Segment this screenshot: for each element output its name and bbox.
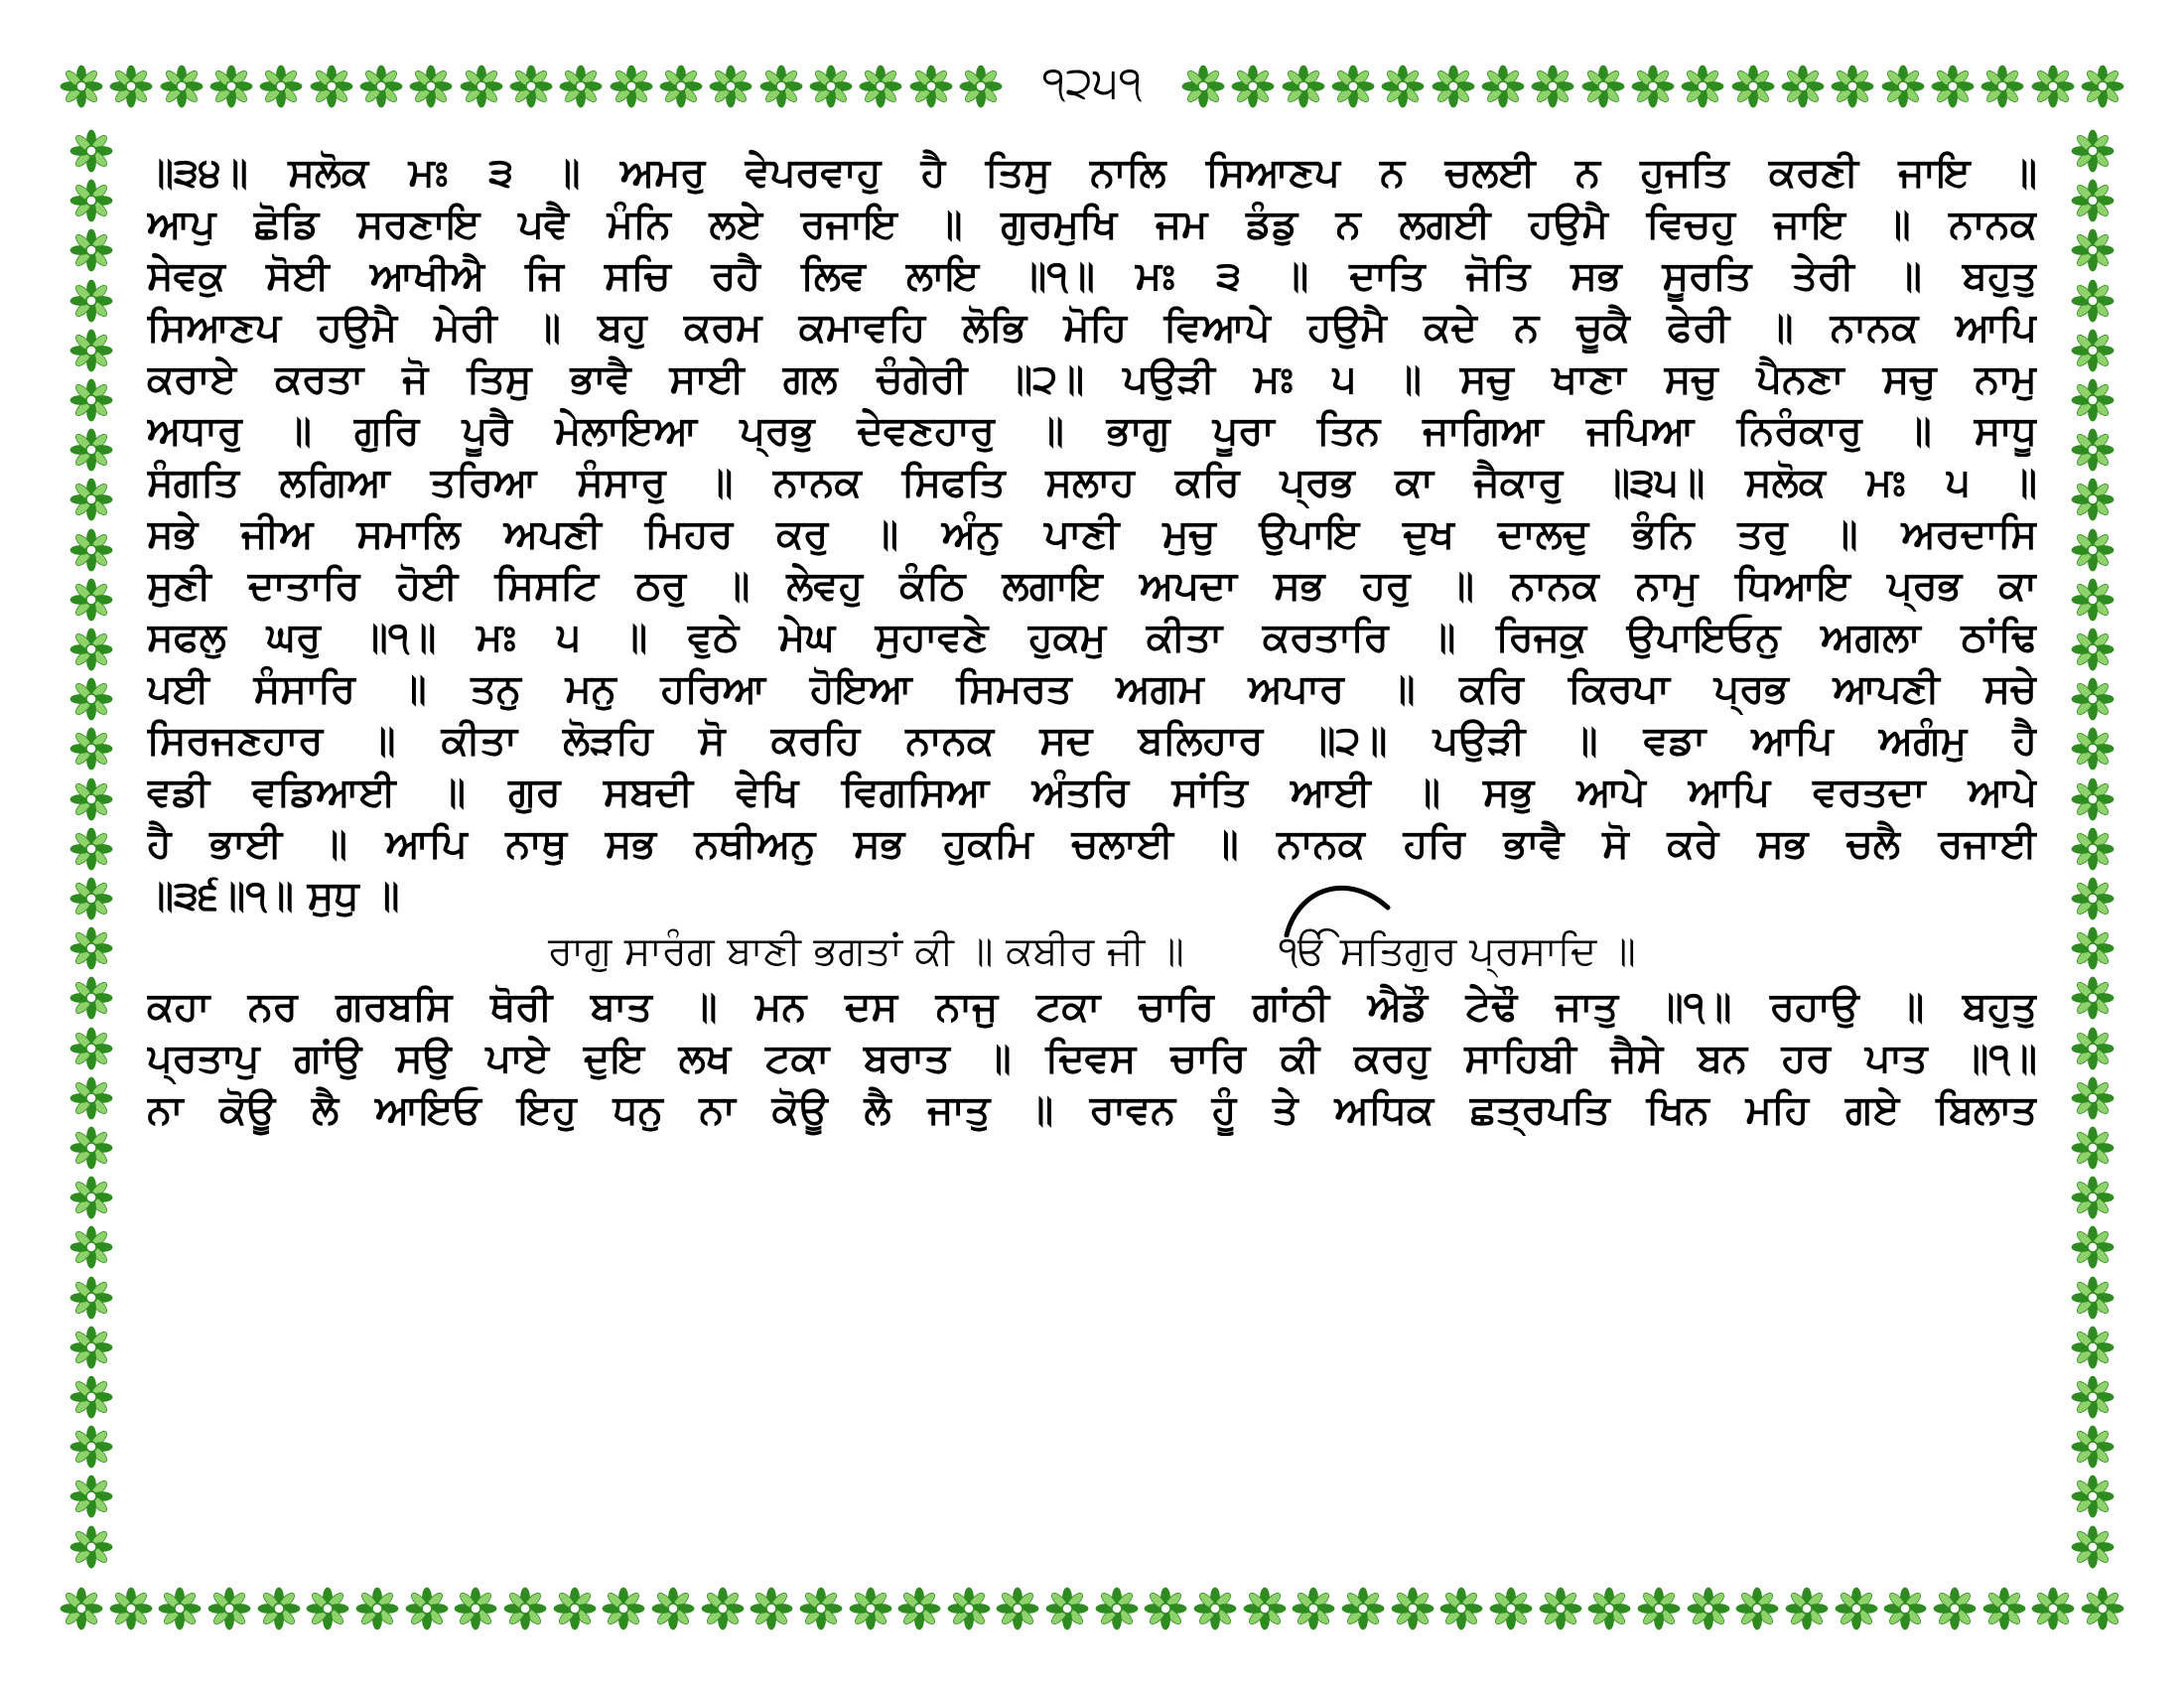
page-number: ੧੨੫੧ [1041, 58, 1143, 108]
border-flower-icon [69, 827, 113, 871]
border-flower-icon [1193, 1587, 1237, 1630]
border-flower-icon [659, 65, 703, 108]
text-line: ਵਡੀ ਵਡਿਆਈ ॥ ਗੁਰ ਸਬਦੀ ਵੇਖਿ ਵਿਗਸਿਆ ਅੰਤਰਿ ਸਾਂਤਿ ਆਈ ॥ ਸਭੁ ਆਪੇ ਆਪਿ ਵਰਤਦਾ ਆਪੇ [147, 770, 2037, 815]
border-flower-icon [2071, 329, 2115, 372]
border-top-right [1181, 55, 2124, 118]
border-flower-icon [503, 1587, 547, 1630]
border-flower-icon [69, 1276, 113, 1320]
text-line: ਸਿਆਣਪ ਹਉਮੈ ਮੇਰੀ ॥ ਬਹੁ ਕਰਮ ਕਮਾਵਹਿ ਲੋਭਿ ਮੋਹਿ ਵਿਆਪੇ ਹਉਮੈ ਕਦੇ ਨ ਚੂਕੈ ਫੇਰੀ ॥ ਨਾਨਕ ਆਪਿ [147, 305, 2037, 351]
shabad-heading [147, 921, 2037, 981]
border-flower-icon [947, 1587, 991, 1630]
border-flower-icon [310, 65, 353, 108]
border-flower-icon [1681, 65, 1724, 108]
border-flower-icon [1631, 65, 1675, 108]
border-flower-icon [69, 1375, 113, 1419]
border-flower-icon [454, 1587, 497, 1630]
border-flower-icon [69, 478, 113, 521]
border-flower-icon [1095, 1587, 1139, 1630]
border-flower-icon [1581, 65, 1625, 108]
border-flower-icon [2071, 528, 2115, 572]
border-flower-icon [69, 179, 113, 222]
border-flower-icon [69, 727, 113, 771]
border-flower-icon [709, 65, 752, 108]
border-flower-icon [1045, 1587, 1089, 1630]
border-flower-icon [209, 65, 253, 108]
border-flower-icon [559, 65, 603, 108]
border-top-left [60, 55, 1003, 118]
text-line: ਸੇਵਕੁ ਸੋਈ ਆਖੀਐ ਜਿ ਸਚਿ ਰਹੈ ਲਿਵ ਲਾਇ ॥੧॥ ਮਃ ੩ ॥ ਦਾਤਿ ਜੋਤਿ ਸਭ ਸੂਰਤਿ ਤੇਰੀ ॥ ਬਹੁਤੁ [147, 253, 2037, 299]
border-flower-icon [259, 65, 303, 108]
text-line-section-end: ॥੩੬॥੧॥ ਸੁਧੁ ॥ [147, 873, 400, 918]
border-flower-icon [109, 65, 153, 108]
border-flower-icon [69, 677, 113, 721]
text-line: ਸੰਗਤਿ ਲਗਿਆ ਤਰਿਆ ਸੰਸਾਰੁ ॥ ਨਾਨਕ ਸਿਫਤਿ ਸਲਾਹ ਕਰਿ ਪ੍ਰਭ ਕਾ ਜੈਕਾਰੁ ॥੩੫॥ ਸਲੋਕ ਮਃ ੫ ॥ [147, 460, 2037, 505]
border-flower-icon [1331, 65, 1375, 108]
border-flower-icon [69, 628, 113, 671]
border-flower-icon [1781, 65, 1825, 108]
border-flower-icon [1341, 1587, 1385, 1630]
text-line: ਸਭੇ ਜੀਅ ਸਮਾਲਿ ਅਪਣੀ ਮਿਹਰ ਕਰੁ ॥ ਅੰਨੁ ਪਾਣੀ ਮੁਚੁ ਉਪਾਇ ਦੁਖ ਦਾਲਦੁ ਭੰਨਿ ਤਰੁ ॥ ਅਰਦਾਸਿ [147, 511, 2037, 557]
border-flower-icon [2071, 1475, 2115, 1518]
border-flower-icon [1587, 1587, 1631, 1630]
border-flower-icon [1481, 65, 1525, 108]
text-line: ॥੩੪॥ ਸਲੋਕ ਮਃ ੩ ॥ ਅਮਰੁ ਵੇਪਰਵਾਹੁ ਹੈ ਤਿਸੁ ਨਾਲਿ ਸਿਆਣਪ ਨ ਚਲਈ ਨ ਹੁਜਤਿ ਕਰਣੀ ਜਾਇ ॥ [147, 150, 2037, 196]
border-flower-icon [409, 65, 453, 108]
border-flower-icon [69, 1326, 113, 1369]
text-line: ਅਧਾਰੁ ॥ ਗੁਰਿ ਪੂਰੈ ਮੇਲਾਇਆ ਪ੍ਰਭੁ ਦੇਵਣਹਾਰੁ ॥ ਭਾਗੁ ਪੂਰਾ ਤਿਨ ਜਾਗਿਆ ਜਪਿਆ ਨਿਰੰਕਾਰੁ ॥ ਸਾਧੂ [147, 408, 2037, 454]
border-flower-icon [1243, 1587, 1287, 1630]
heading-title: ਰਾਗੁ ਸਾਰੰਗ ਬਾਣੀ ਭਗਤਾਂ ਕੀ ॥ ਕਬੀਰ ਜੀ ॥ [548, 928, 1184, 974]
border-flower-icon [2071, 628, 2115, 671]
border-flower-icon [651, 1587, 695, 1630]
border-bottom [60, 1577, 2124, 1640]
text-line: ਨਾ ਕੋਊ ਲੈ ਆਇਓ ਇਹੁ ਧਨੁ ਨਾ ਕੋਊ ਲੈ ਜਾਤੁ ॥ ਰਾਵਨ ਹੂੰ ਤੇ ਅਧਿਕ ਛਤ੍ਰਪਤਿ ਖਿਨ ਮਹਿ ਗਏ ਬਿਲਾਤ [147, 1087, 2037, 1133]
border-flower-icon [2071, 1176, 2115, 1219]
border-flower-icon [69, 1076, 113, 1120]
border-flower-icon [1881, 65, 1925, 108]
border-flower-icon [355, 1587, 399, 1630]
border-flower-icon [799, 1587, 843, 1630]
heading-invocation-wrap [1279, 921, 1636, 981]
border-flower-icon [69, 329, 113, 372]
text-line: ਪ੍ਰਤਾਪੁ ਗਾਂਉ ਸਉ ਪਾਏ ਦੁਇ ਲਖ ਟਕਾ ਬਰਾਤ ॥ ਦਿਵਸ ਚਾਰਿ ਕੀ ਕਰਹੁ ਸਾਹਿਬੀ ਜੈਸੇ ਬਨ ਹਰ ਪਾਤ ॥੧॥ [147, 1036, 2037, 1081]
border-flower-icon [1731, 65, 1775, 108]
border-flower-icon [2071, 777, 2115, 821]
border-flower-icon [2071, 677, 2115, 721]
border-flower-icon [1282, 65, 1325, 108]
text-line: ਹੈ ਭਾਈ ॥ ਆਪਿ ਨਾਥੁ ਸਭ ਨਥੀਅਨੁ ਸਭ ਹੁਕਮਿ ਚਲਾਈ ॥ ਨਾਨਕ ਹਰਿ ਭਾਵੈ ਸੋ ਕਰੇ ਸਭ ਚਲੈ ਰਜਾਈ [147, 821, 2037, 867]
border-flower-icon [257, 1587, 301, 1630]
border-flower-icon [809, 65, 853, 108]
border-flower-icon [610, 65, 653, 108]
heading-invocation: ੴ ਸਤਿਗੁਰ ਪ੍ਰਸਾਦਿ ॥ [1279, 928, 1636, 974]
border-flower-icon [1292, 1587, 1335, 1630]
border-flower-icon [897, 1587, 941, 1630]
border-flower-icon [996, 1587, 1039, 1630]
border-flower-icon [69, 1027, 113, 1070]
border-flower-icon [2081, 65, 2124, 108]
border-flower-icon [69, 1176, 113, 1219]
border-flower-icon [959, 65, 1003, 108]
border-flower-icon [60, 65, 103, 108]
border-flower-icon [2071, 926, 2115, 970]
border-flower-icon [69, 228, 113, 272]
text-line: ਸੁਣੀ ਦਾਤਾਰਿ ਹੋਈ ਸਿਸਟਿ ਠਰੁ ॥ ਲੇਵਹੁ ਕੰਠਿ ਲਗਾਇ ਅਪਦਾ ਸਭ ਹਰੁ ॥ ਨਾਨਕ ਨਾਮੁ ਧਿਆਇ ਪ੍ਰਭ ਕਾ [147, 563, 2037, 609]
border-flower-icon [2071, 228, 2115, 272]
border-flower-icon [1637, 1587, 1681, 1630]
border-flower-icon [1381, 65, 1425, 108]
border-flower-icon [1181, 65, 1225, 108]
border-flower-icon [69, 877, 113, 920]
border-flower-icon [1489, 1587, 1533, 1630]
border-flower-icon [1539, 1587, 1582, 1630]
border-flower-icon [2071, 279, 2115, 323]
border-right [2061, 129, 2124, 1569]
border-flower-icon [1391, 1587, 1434, 1630]
scripture-text-block [147, 147, 2037, 1567]
border-flower-icon [1432, 65, 1475, 108]
border-flower-icon [109, 1587, 153, 1630]
border-flower-icon [909, 65, 953, 108]
border-flower-icon [2071, 378, 2115, 422]
border-flower-icon [2071, 1425, 2115, 1469]
border-flower-icon [69, 528, 113, 572]
border-flower-icon [69, 976, 113, 1020]
border-flower-icon [2071, 129, 2115, 173]
border-flower-icon [1735, 1587, 1779, 1630]
border-flower-icon [69, 578, 113, 622]
border-flower-icon [849, 1587, 892, 1630]
border-flower-icon [2071, 179, 2115, 222]
border-flower-icon [2071, 1525, 2115, 1569]
border-flower-icon [2071, 1276, 2115, 1320]
border-flower-icon [701, 1587, 745, 1630]
border-flower-icon [759, 65, 803, 108]
ik-onkar-arc-icon [1279, 878, 1408, 937]
border-flower-icon [158, 1587, 202, 1630]
border-flower-icon [602, 1587, 645, 1630]
border-flower-icon [69, 777, 113, 821]
border-flower-icon [69, 279, 113, 323]
border-flower-icon [69, 129, 113, 173]
text-line: ਸਫਲੁ ਘਰੁ ॥੧॥ ਮਃ ੫ ॥ ਵੁਠੇ ਮੇਘ ਸੁਹਾਵਣੇ ਹੁਕਮੁ ਕੀਤਾ ਕਰਤਾਰਿ ॥ ਰਿਜਕੁ ਉਪਾਇਓਨੁ ਅਗਲਾ ਠਾਂਢਿ [147, 615, 2037, 660]
border-flower-icon [2031, 65, 2075, 108]
border-flower-icon [69, 926, 113, 970]
border-flower-icon [69, 1525, 113, 1569]
border-flower-icon [359, 65, 403, 108]
border-flower-icon [2071, 877, 2115, 920]
border-flower-icon [60, 1587, 103, 1630]
border-flower-icon [2071, 1225, 2115, 1269]
text-line: ਕਰਾਏ ਕਰਤਾ ਜੋ ਤਿਸੁ ਭਾਵੈ ਸਾਈ ਗਲ ਚੰਗੇਰੀ ॥੨॥ ਪਉੜੀ ਮਃ ੫ ॥ ਸਚੁ ਖਾਣਾ ਸਚੁ ਪੈਨਣਾ ਸਚੁ ਨਾਮੁ [147, 356, 2037, 402]
border-flower-icon [1531, 65, 1574, 108]
border-flower-icon [2071, 827, 2115, 871]
border-flower-icon [2071, 727, 2115, 771]
border-left [60, 129, 123, 1569]
border-flower-icon [2071, 428, 2115, 472]
border-flower-icon [207, 1587, 251, 1630]
border-flower-icon [1982, 1587, 2026, 1630]
border-flower-icon [750, 1587, 793, 1630]
text-line: ਸਿਰਜਣਹਾਰ ॥ ਕੀਤਾ ਲੋੜਹਿ ਸੋ ਕਰਹਿ ਨਾਨਕ ਸਦ ਬਲਿਹਾਰ ॥੨॥ ਪਉੜੀ ॥ ਵਡਾ ਆਪਿ ਅਗੰਮੁ ਹੈ [147, 718, 2037, 764]
border-flower-icon [2071, 1126, 2115, 1170]
border-flower-icon [2081, 1587, 2124, 1630]
border-flower-icon [2071, 578, 2115, 622]
border-flower-icon [1980, 65, 2024, 108]
text-line: ਆਪੁ ਛੋਡਿ ਸਰਣਾਇ ਪਵੈ ਮੰਨਿ ਲਏ ਰਜਾਇ ॥ ਗੁਰਮੁਖਿ ਜਮ ਡੰਡੁ ਨ ਲਗਈ ਹਉਮੈ ਵਿਚਹੁ ਜਾਇ ॥ ਨਾਨਕ [147, 202, 2037, 247]
border-flower-icon [69, 428, 113, 472]
border-flower-icon [553, 1587, 597, 1630]
border-flower-icon [69, 1475, 113, 1518]
border-flower-icon [1785, 1587, 1829, 1630]
border-flower-icon [306, 1587, 349, 1630]
border-flower-icon [2071, 976, 2115, 1020]
border-flower-icon [1231, 65, 1275, 108]
border-flower-icon [859, 65, 902, 108]
border-flower-icon [1144, 1587, 1187, 1630]
border-flower-icon [460, 65, 503, 108]
border-flower-icon [2031, 1587, 2075, 1630]
border-flower-icon [1933, 1587, 1977, 1630]
text-line: ਪਈ ਸੰਸਾਰਿ ॥ ਤਨੁ ਮਨੁ ਹਰਿਆ ਹੋਇਆ ਸਿਮਰਤ ਅਗਮ ਅਪਾਰ ॥ ਕਰਿ ਕਿਰਪਾ ਪ੍ਰਭ ਆਪਣੀ ਸਚੇ [147, 666, 2037, 712]
border-flower-icon [405, 1587, 449, 1630]
border-flower-icon [69, 378, 113, 422]
border-flower-icon [1831, 65, 1874, 108]
border-flower-icon [1687, 1587, 1730, 1630]
border-flower-icon [69, 1225, 113, 1269]
border-flower-icon [2071, 1076, 2115, 1120]
border-flower-icon [2071, 478, 2115, 521]
border-flower-icon [509, 65, 553, 108]
border-flower-icon [1883, 1587, 1927, 1630]
border-flower-icon [69, 1425, 113, 1469]
border-flower-icon [1835, 1587, 1878, 1630]
border-flower-icon [2071, 1027, 2115, 1070]
border-flower-icon [69, 1126, 113, 1170]
border-flower-icon [2071, 1375, 2115, 1419]
border-flower-icon [2071, 1326, 2115, 1369]
border-flower-icon [160, 65, 204, 108]
border-flower-icon [1931, 65, 1975, 108]
text-line: ਕਹਾ ਨਰ ਗਰਬਸਿ ਥੋਰੀ ਬਾਤ ॥ ਮਨ ਦਸ ਨਾਜੁ ਟਕਾ ਚਾਰਿ ਗਾਂਠੀ ਐਡੌ ਟੇਢੌ ਜਾਤੁ ॥੧॥ ਰਹਾਉ ॥ ਬਹੁਤੁ [147, 984, 2037, 1030]
border-flower-icon [1439, 1587, 1483, 1630]
